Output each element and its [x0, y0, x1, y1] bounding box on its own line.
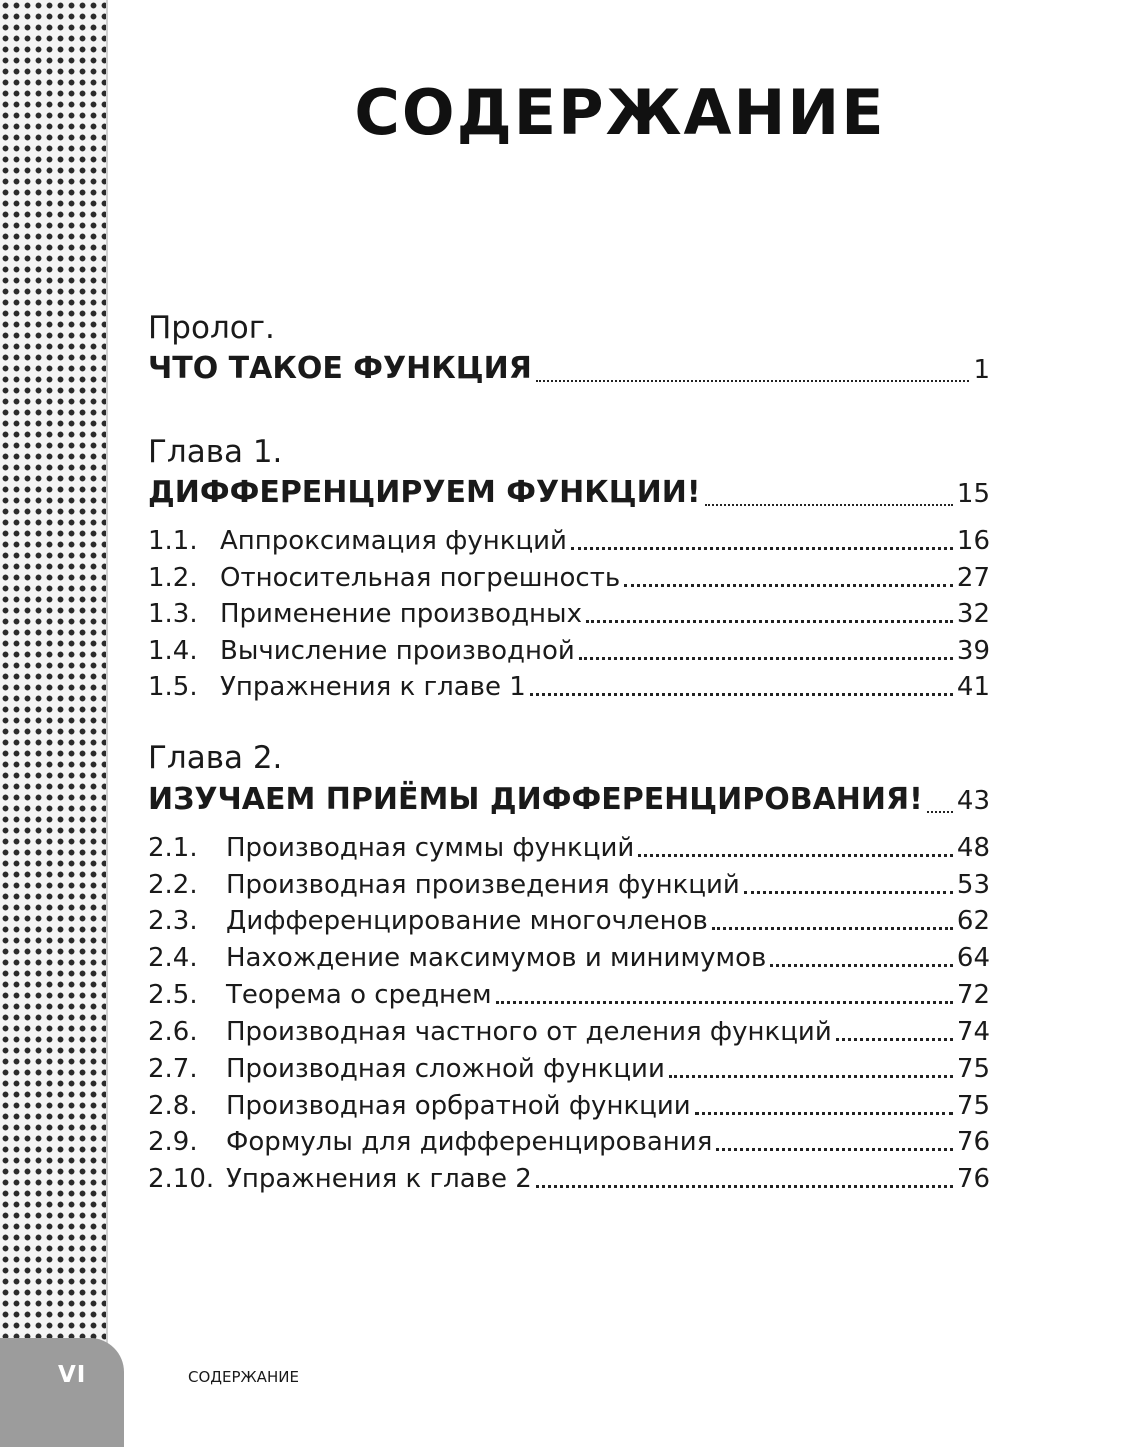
section-number: 2.2.: [148, 870, 198, 900]
dot-leader: [705, 503, 953, 506]
dot-leader: [536, 1184, 953, 1188]
section-number: 2.9.: [148, 1127, 198, 1157]
section-title: Теорема о среднем: [226, 980, 492, 1010]
dot-leader: [586, 619, 953, 623]
toc-entry-section[interactable]: [148, 1015, 990, 1049]
toc-entry-section[interactable]: [148, 978, 990, 1012]
toc-entry-page: 15: [956, 479, 990, 509]
toc-entry-title: ДИФФЕРЕНЦИРУЕМ ФУНКЦИИ!: [148, 475, 701, 510]
toc-entry-section[interactable]: [148, 1125, 990, 1159]
section-title: Дифференцирование многочленов: [226, 906, 708, 936]
section-page: 76: [956, 1127, 990, 1157]
chapter-2-label: Глава 2.: [148, 740, 283, 776]
chapter-1-label: Глава 1.: [148, 434, 283, 470]
section-title: Относительная погрешность: [220, 563, 621, 593]
toc-entry-section[interactable]: [148, 941, 990, 975]
section-page: 39: [956, 636, 990, 666]
dot-leader: [571, 546, 953, 550]
dot-leader: [624, 583, 953, 587]
sidebar-edge: [106, 0, 108, 1447]
dot-leader: [836, 1037, 953, 1041]
toc-entry-section[interactable]: [148, 1089, 990, 1123]
toc-entry-section[interactable]: [148, 524, 990, 558]
section-title: Упражнения к главе 1: [220, 672, 526, 702]
section-page: 48: [956, 833, 990, 863]
dot-leader: [496, 1000, 953, 1004]
toc-entry-section[interactable]: [148, 904, 990, 938]
dot-leader: [530, 692, 953, 696]
dot-leader: [638, 853, 953, 857]
dotted-sidebar: [0, 0, 106, 1447]
section-title: Применение производных: [220, 599, 582, 629]
dot-leader: [579, 656, 953, 660]
page-number: VI: [58, 1362, 87, 1388]
section-page: 75: [956, 1054, 990, 1084]
page-title: СОДЕРЖАНИЕ: [354, 76, 886, 149]
section-page: 76: [956, 1164, 990, 1194]
section-number: 2.5.: [148, 980, 198, 1010]
toc-entry-page: 43: [956, 786, 990, 816]
section-page: 32: [956, 599, 990, 629]
toc-entry-section[interactable]: [148, 597, 990, 631]
section-page: 72: [956, 980, 990, 1010]
section-title: Производная орбратной функции: [226, 1091, 691, 1121]
section-page: 64: [956, 943, 990, 973]
section-number: 1.1.: [148, 526, 198, 556]
toc-entry-chapter-2[interactable]: [148, 781, 990, 820]
toc-entry-section[interactable]: [148, 634, 990, 668]
section-title: Вычисление производной: [220, 636, 575, 666]
dot-leader: [669, 1074, 953, 1078]
section-title: Производная сложной функции: [226, 1054, 665, 1084]
toc-entry-section[interactable]: [148, 1052, 990, 1086]
section-page: 53: [956, 870, 990, 900]
dot-leader: [927, 810, 953, 813]
dot-leader: [770, 963, 953, 967]
section-number: 2.3.: [148, 906, 198, 936]
section-page: 41: [956, 672, 990, 702]
section-title: Аппроксимация функций: [220, 526, 567, 556]
dot-leader: [695, 1111, 953, 1115]
page-number-tab: [0, 1338, 124, 1447]
section-title: Производная суммы функций: [226, 833, 635, 863]
section-number: 2.6.: [148, 1017, 198, 1047]
toc-entry-section[interactable]: [148, 561, 990, 595]
toc-entry-prologue[interactable]: [148, 350, 990, 389]
section-number: 2.4.: [148, 943, 198, 973]
toc-entry-section[interactable]: [148, 670, 990, 704]
toc-entry-section[interactable]: [148, 831, 990, 865]
section-number: 1.4.: [148, 636, 198, 666]
toc-entry-title: ИЗУЧАЕМ ПРИЁМЫ ДИФФЕРЕНЦИРОВАНИЯ!: [148, 782, 923, 817]
toc-entry-title: ЧТО ТАКОЕ ФУНКЦИЯ: [148, 351, 532, 386]
toc-entry-page: 1: [973, 355, 990, 385]
section-title: Нахождение максимумов и минимумов: [226, 943, 767, 973]
dot-leader: [716, 1147, 953, 1151]
section-title: Упражнения к главе 2: [226, 1164, 532, 1194]
section-number: 2.1.: [148, 833, 198, 863]
running-footer-title: СОДЕРЖАНИЕ: [188, 1368, 299, 1386]
dot-leader: [744, 890, 953, 894]
section-title: Производная частного от деления функций: [226, 1017, 832, 1047]
toc-entry-section[interactable]: [148, 868, 990, 902]
section-number: 2.7.: [148, 1054, 198, 1084]
toc-entry-section[interactable]: [148, 1162, 990, 1196]
section-page: 16: [956, 526, 990, 556]
section-number: 1.3.: [148, 599, 198, 629]
section-page: 75: [956, 1091, 990, 1121]
section-number: 1.2.: [148, 563, 198, 593]
dot-leader: [536, 379, 970, 382]
section-number: 1.5.: [148, 672, 198, 702]
prologue-label: Пролог.: [148, 310, 275, 346]
dot-leader: [712, 926, 953, 930]
section-page: 74: [956, 1017, 990, 1047]
toc-entry-chapter-1[interactable]: [148, 474, 990, 513]
section-number: 2.8.: [148, 1091, 198, 1121]
section-number: 2.10.: [148, 1164, 215, 1194]
section-title: Производная произведения функций: [226, 870, 740, 900]
section-page: 62: [956, 906, 990, 936]
section-title: Формулы для дифференцирования: [226, 1127, 713, 1157]
section-page: 27: [956, 563, 990, 593]
